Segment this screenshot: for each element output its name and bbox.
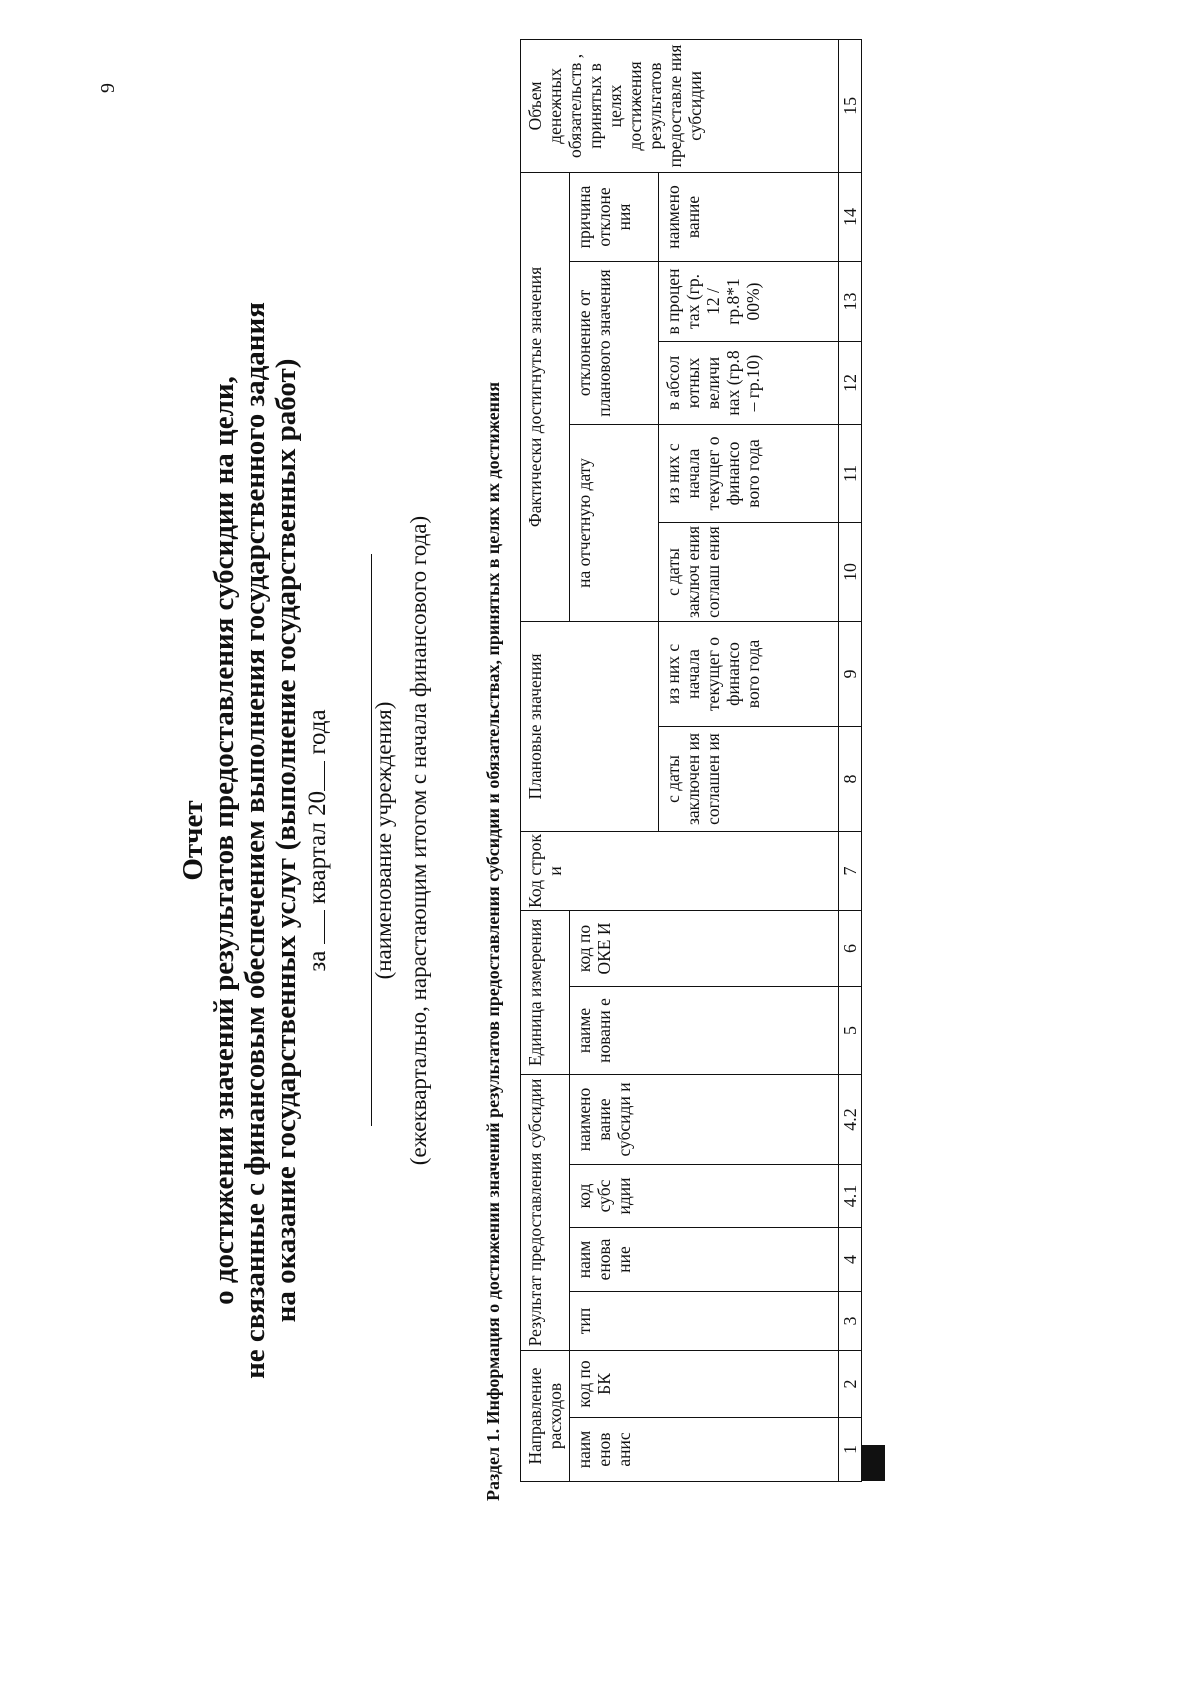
- table-cell[interactable]: [863, 1478, 884, 1479]
- column-number: 2: [839, 1350, 862, 1417]
- column-number: 9: [839, 621, 862, 726]
- column-number: 12: [839, 341, 862, 424]
- section-title: Раздел 1. Информация о достижении значений результатов предоставления субсидии и обязательствах, принятых в целях их достижения: [483, 381, 503, 1501]
- quarter-line: [302, 250, 332, 1431]
- table-cell[interactable]: [863, 1475, 884, 1476]
- table-cell[interactable]: [863, 1454, 884, 1455]
- column-number: 13: [839, 261, 862, 341]
- table-cell[interactable]: [863, 1459, 884, 1460]
- header-direction-code: код по БК: [570, 1350, 839, 1417]
- table-cell[interactable]: [863, 1465, 884, 1466]
- table-cell[interactable]: [863, 1456, 884, 1457]
- table-cell[interactable]: [863, 1472, 884, 1473]
- header-reason: причина отклоне ния: [570, 172, 659, 261]
- header-unit: Единица измерения: [521, 910, 570, 1074]
- period-note: (ежеквартально, нарастающим итогом с начала финансового года): [406, 515, 431, 1166]
- column-number: 7: [839, 831, 862, 910]
- table-cell[interactable]: [863, 1461, 884, 1462]
- table-cell[interactable]: [863, 1451, 884, 1452]
- table-cell[interactable]: [863, 1462, 884, 1463]
- quarter-suffix: года: [304, 709, 331, 755]
- table-cell[interactable]: [863, 1466, 884, 1467]
- table-cell[interactable]: [863, 1448, 884, 1449]
- table-cell[interactable]: [863, 1458, 884, 1459]
- table-cell[interactable]: [863, 1474, 884, 1475]
- header-obligations: Объем денежных обязательств , принятых в целях достижения результатов предоставле ния субсидии: [521, 39, 839, 172]
- column-number: 14: [839, 172, 862, 261]
- table-cell[interactable]: [863, 1473, 884, 1474]
- table-cell[interactable]: [863, 1476, 884, 1477]
- table-cell[interactable]: [863, 1468, 884, 1469]
- table-cell[interactable]: [863, 1469, 884, 1470]
- header-reason-name: наимено вание: [658, 172, 838, 261]
- header-row-code: Код строк и: [521, 831, 839, 910]
- column-number: 3: [839, 1291, 862, 1350]
- table-cell[interactable]: [863, 1453, 884, 1454]
- header-unit-name: наиме новани е: [570, 986, 839, 1074]
- column-number: 1: [839, 1418, 862, 1482]
- quarter-middle: квартал 20: [304, 790, 331, 905]
- header-result-name: наим енова ние: [570, 1227, 839, 1291]
- header-deviation-abs: в абсол ютных величи нах (гр.8 – гр.10): [658, 341, 838, 424]
- table-row: [862, 1446, 885, 1464]
- table-cell[interactable]: [863, 1471, 884, 1472]
- header-actual-from-agreement: с даты заключ ения соглаш ения: [658, 522, 838, 621]
- quarter-prefix: за: [304, 950, 331, 972]
- header-unit-okei: код по ОКЕ И: [570, 910, 839, 986]
- quarter-blank[interactable]: [302, 910, 325, 944]
- column-number: 10: [839, 522, 862, 621]
- table-cell[interactable]: [863, 1457, 884, 1458]
- header-planned-from-year: из них с начала текущег о финансо вого года: [658, 621, 838, 726]
- header-subsidy-name: наимено вание субсиди и: [570, 1074, 839, 1164]
- title-line-4: на оказание государственных услуг (выполнение государственных работ): [270, 358, 302, 1323]
- header-actual-on-date: на отчетную дату: [570, 424, 659, 621]
- table-cell[interactable]: [863, 1470, 884, 1471]
- header-direction: Направление расходов: [521, 1350, 570, 1481]
- institution-caption: (наименование учреждения): [371, 701, 396, 980]
- header-deviation: отклонение от планового значения: [570, 261, 659, 424]
- table-cell[interactable]: [863, 1449, 884, 1450]
- column-number: 5: [839, 986, 862, 1074]
- column-number: 4: [839, 1227, 862, 1291]
- table-cell[interactable]: [863, 1480, 884, 1481]
- column-number: 6: [839, 910, 862, 986]
- title-line-1: Отчет: [177, 800, 209, 881]
- header-result-type: тип: [570, 1291, 839, 1350]
- page-number: 9: [97, 83, 119, 93]
- header-result: Результат предоставления субсидии: [521, 1074, 570, 1350]
- column-number: 8: [839, 726, 862, 831]
- table-row: [862, 1464, 885, 1482]
- column-number: 15: [839, 39, 862, 172]
- column-number: 4.2: [839, 1074, 862, 1164]
- header-deviation-pct: в процен тах (гр. 12 / гр.8*1 00%): [658, 261, 838, 341]
- table-cell[interactable]: [863, 1460, 884, 1461]
- header-actual: Фактически достигнутые значения: [521, 172, 570, 621]
- table-cell[interactable]: [863, 1464, 884, 1465]
- header-planned: Плановые значения: [521, 621, 659, 831]
- table-cell[interactable]: [863, 1479, 884, 1480]
- column-number: 4.1: [839, 1164, 862, 1227]
- column-number: 11: [839, 424, 862, 522]
- table-cell[interactable]: [863, 1446, 884, 1447]
- year-blank[interactable]: [302, 761, 325, 791]
- title-line-3: не связанные с финансовым обеспечением выполнения государственного задания: [239, 302, 271, 1379]
- header-direction-name: наим енов анис: [570, 1418, 839, 1482]
- table-cell[interactable]: [863, 1447, 884, 1448]
- column-numbers-row: [839, 39, 862, 1481]
- table-cell[interactable]: [863, 1477, 884, 1478]
- table-cell[interactable]: [863, 1467, 884, 1468]
- table-cell[interactable]: [863, 1452, 884, 1453]
- header-actual-from-year: из них с начала текущег о финансо вого года: [658, 424, 838, 522]
- table-cell[interactable]: [863, 1455, 884, 1456]
- report-title: [178, 250, 302, 1431]
- header-subsidy-code: код субс идии: [570, 1164, 839, 1227]
- report-table: [520, 39, 890, 1482]
- table-cell[interactable]: [863, 1450, 884, 1451]
- title-line-2: о достижении значений результатов предоставления субсидии на цели,: [208, 376, 240, 1305]
- header-planned-from-agreement: с даты заключен ия соглашен ия: [658, 726, 838, 831]
